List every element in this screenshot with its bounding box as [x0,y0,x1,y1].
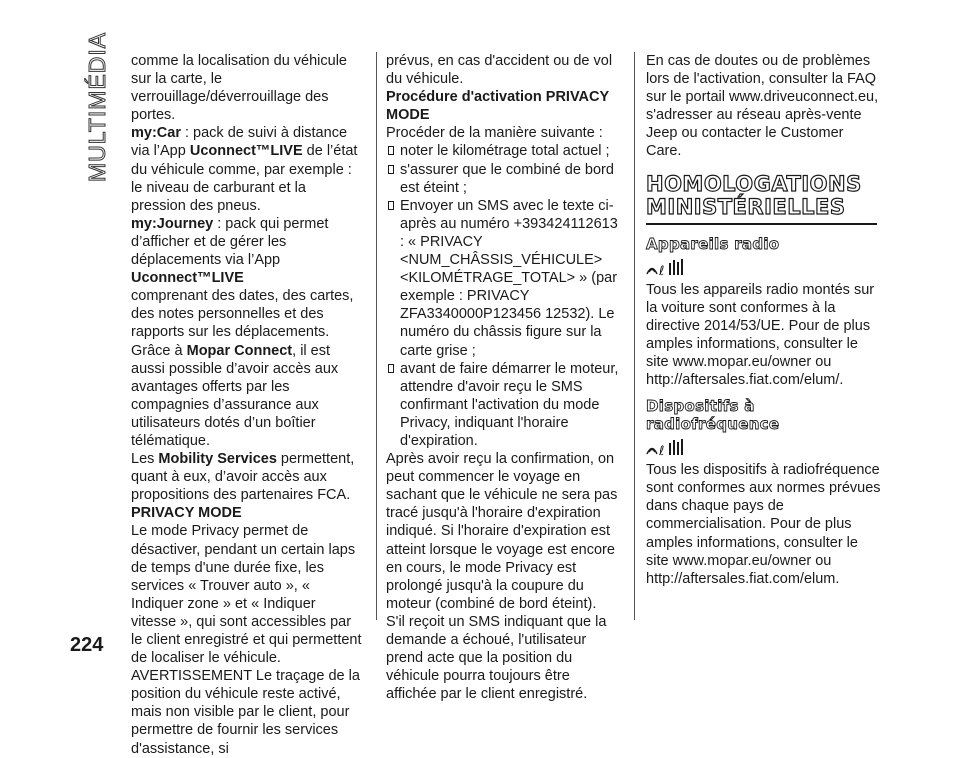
section-side-label: MULTIMÉDIA [84,31,110,182]
mobility-services-label: Mobility Services [158,451,277,468]
bullet-icon [388,165,394,174]
column-divider [634,52,635,620]
mopar-connect-label: Mopar Connect [186,342,293,359]
list-item [386,197,622,360]
list-item-text: avant de faire démarrer le moteur, attendre d'avoir reçu le SMS confirmant l'activation du mode Privacy, indiquant l'horaire d'expiration. [400,360,619,449]
rf-heading: Dispositifs à radiofréquence [646,397,780,434]
radio-wave-icon [646,257,690,277]
list-item [386,360,622,450]
list-item [386,142,622,160]
text: , il est aussi possible d’avoir accès aux avantages offerts par les compagnies d’assurance aux utilisateurs dotés d’un boîtier télématique. [131,342,339,449]
paragraph: comprenant des dates, des cartes, des notes personnelles et des rapports sur les déplacements. [131,288,354,341]
paragraph-mopar [131,342,363,451]
list-item-text: s'assurer que le combiné de bord est éteint ; [400,161,614,196]
heading-underline [646,223,877,225]
paragraph-mobility [131,450,363,504]
paragraph: prévus, en cas d'accident ou de vol du véhicule. [386,53,613,88]
paragraph: Après avoir reçu la confirmation, on peut commencer le voyage en sachant que le véhicule ne sera pas tracé jusqu'à l'horaire d'expiration indiqué. Si l'horaire d'expiration est atteint lorsque le voyage est encore en cours, le mode Privacy est prolongé jusqu'à la coupure du moteur (combiné de bord éteint). [386,451,618,612]
text: de l’état du véhicule comme, par exemple : le niveau de carburant et la pression des pneus. [131,143,358,214]
text: Les [131,451,159,468]
bullet-icon [388,146,394,155]
bullet-icon [388,201,394,210]
privacy-mode-heading: PRIVACY MODE [131,505,242,522]
page-number: 224 [70,634,104,656]
text: Grâce à [131,342,187,359]
column-2 [386,52,622,703]
text: : pack de suivi à distance via l’App [131,125,348,160]
text: permettent, quant à eux, d’avoir accès aux propositions des partenaires FCA. [131,451,355,504]
column-divider [376,52,377,620]
list-item [386,161,622,197]
svg-text:ℓ: ℓ [659,444,665,458]
uconnect-label: Uconnect™LIVE [189,143,303,160]
paragraph: En cas de doutes ou de problèmes lors de l'activation, consulter la FAQ sur le portail www.driveuconnect.eu, s'adresser au réseau après-vente Jeep ou contacter le Customer Care. [646,53,879,160]
homologations-heading: HOMOLOGATIONS MINISTÉRIELLES [646,171,862,219]
paragraph-myjourney [131,215,363,287]
uconnect-label: Uconnect™LIVE [131,270,244,287]
bullet-icon [388,364,394,373]
paragraph: Tous les dispositifs à radiofréquence sont conformes aux normes prévues dans chaque pays de commercialisation. Pour de plus amples informations, consulter le site www.mopar.eu/owner ou http://aftersales.fiat.com/elum. [646,462,881,587]
paragraph: Procéder de la manière suivante : [386,125,603,142]
paragraph-mycar [131,124,363,214]
list-item-text: Envoyer un SMS avec le texte ci-après au numéro +393424112613 : « PRIVACY <NUM_CHÂSSIS_VÉHICULE> <KILOMÉTRAGE_TOTAL> » (par exemple : PRIVACY ZFA3340000P123456 12532). Le numéro du châssis figure sur la carte grise ; [400,197,618,359]
warning-paragraph: AVERTISSEMENT Le traçage de la position du véhicule reste activé, mais non visible par le client, pour permettre de fournir les services d'assistance, si [131,668,360,757]
paragraph: Tous les appareils radio montés sur la voiture sont conformes à la directive 2014/53/UE. Pour de plus amples informations, consulter le site www.mopar.eu/owner ou http://aftersales.fiat.com/elum/. [646,281,875,389]
radio-wave-icon [646,437,690,457]
paragraph: comme la localisation du véhicule sur la carte, le verrouillage/déverrouillage des portes. [131,53,347,124]
column-3 [646,52,881,588]
text: : pack qui permet d’afficher et de gérer les déplacements via l’App [131,215,329,269]
svg-text:ℓ: ℓ [659,263,665,277]
paragraph: Le mode Privacy permet de désactiver, pendant un certain laps de temps d'une durée fixe, les services « Trouver auto », « Indiquer zone » et « Indiquer vitesse », qui sont accessibles par le client enregistré et qui permettent de localiser le véhicule. [131,523,362,667]
paragraph: S'il reçoit un SMS indiquant que la demande a échoué, l'utilisateur prend acte que la position du véhicule pourra toujours être affichée par le client enregistré. [386,613,607,703]
column-1 [131,52,363,758]
procedure-heading: Procédure d'activation PRIVACY MODE [386,89,609,124]
mycar-label: my:Car [131,125,181,142]
radio-heading: Appareils radio [646,234,780,253]
list-item-text: noter le kilométrage total actuel ; [400,143,610,160]
myjourney-label: my:Journey [131,215,214,232]
